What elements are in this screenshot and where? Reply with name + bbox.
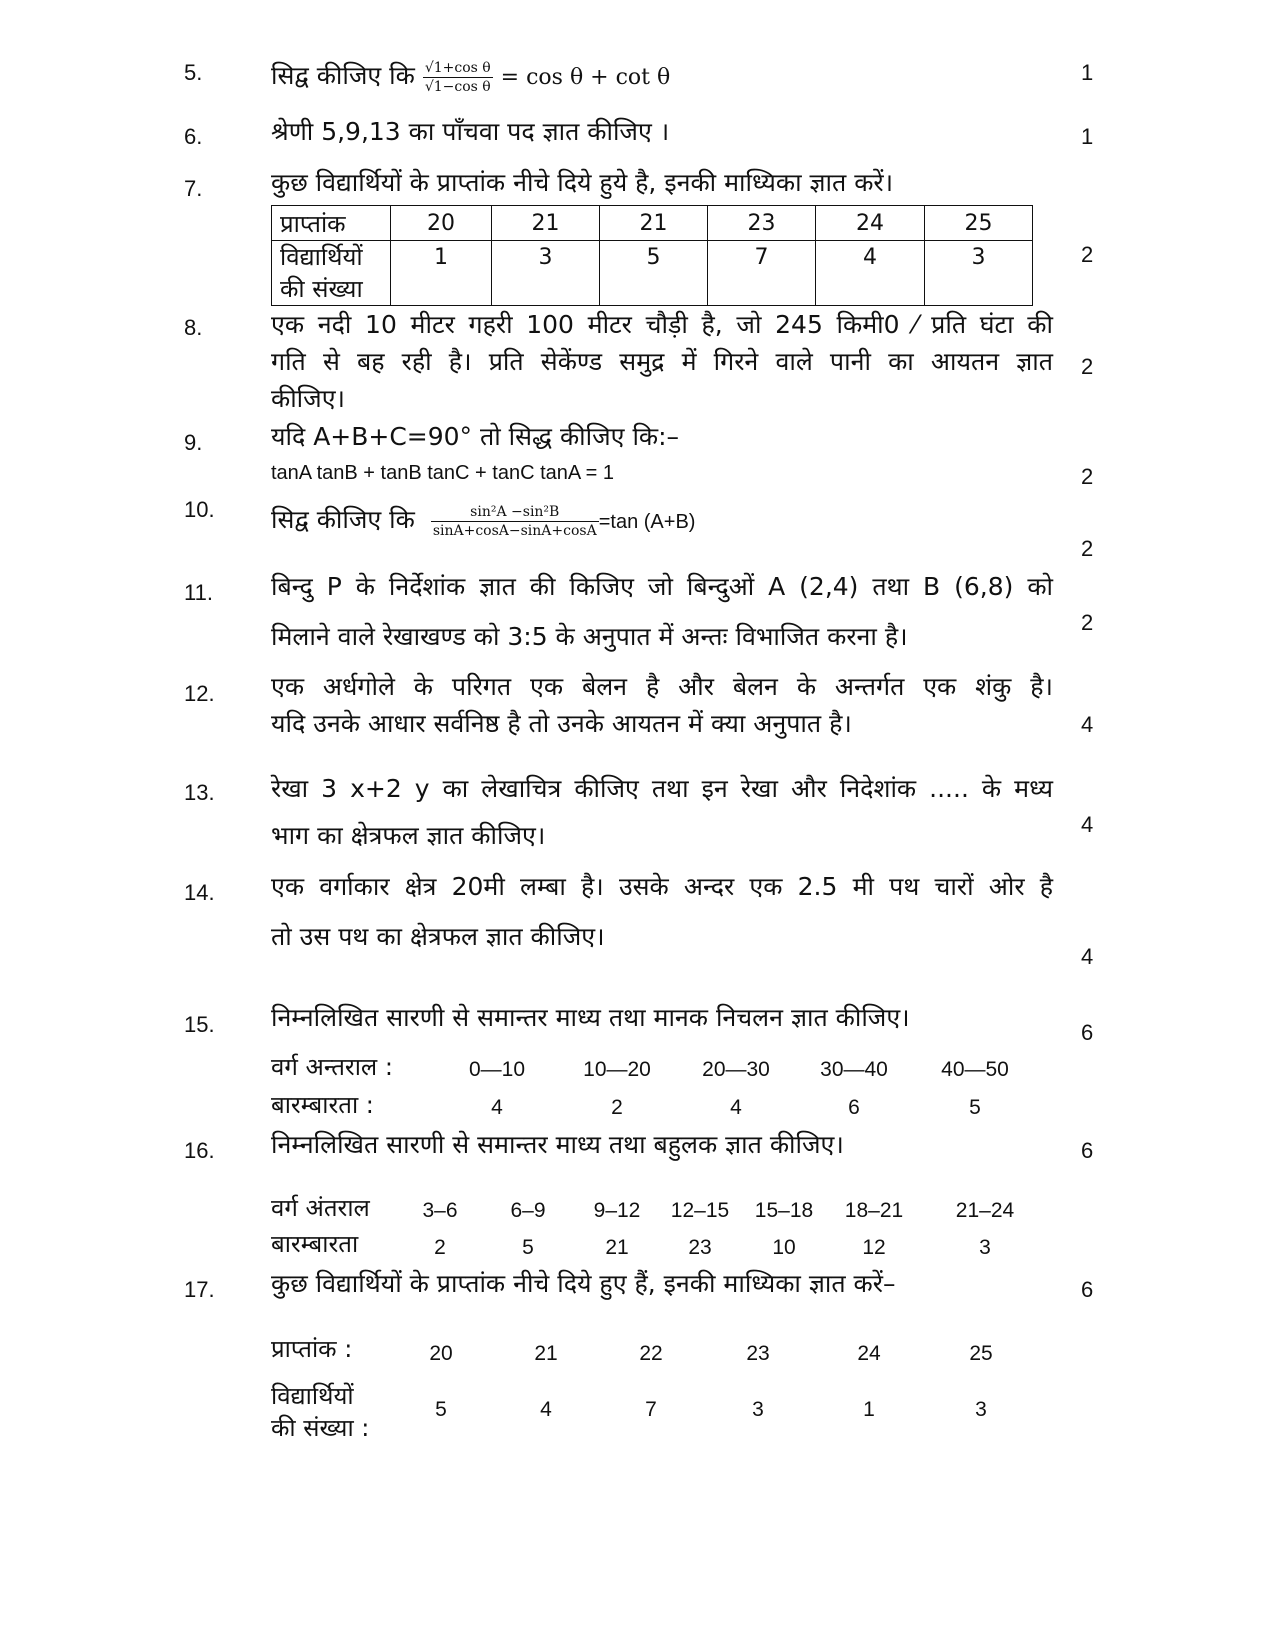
question-text: कुछ विद्यार्थियों के प्राप्तांक नीचे दिये हुए हैं, इनकी माध्यिका ज्ञात करें–	[271, 1269, 896, 1298]
row-label: वर्ग अन्तराल :	[271, 1053, 393, 1081]
question-marks: 2	[1081, 354, 1094, 379]
formula: tanA tanB + tanB tanC + tanC tanA = 1	[271, 462, 615, 484]
question-text: एक अर्धगोले के परिगत एक बेलन है और बेलन के अन्तर्गत एक शंकु है।	[271, 672, 1053, 701]
question-text: श्रेणी 5,9,13 का पाँचवा पद ज्ञात कीजिए ।	[271, 117, 670, 146]
table-cell: 23	[746, 1342, 770, 1365]
table-cell: 18–21	[844, 1199, 904, 1222]
question-number: 5.	[184, 60, 203, 85]
question-marks: 6	[1081, 1277, 1094, 1302]
table-cell: 4	[540, 1398, 552, 1421]
table-cell: 12–15	[670, 1199, 730, 1222]
row-label: बारम्बारता	[271, 1230, 359, 1258]
table-cell: 10	[772, 1236, 796, 1259]
question-number: 9.	[184, 430, 203, 455]
table-cell: 5	[522, 1236, 534, 1259]
question-marks: 1	[1081, 60, 1094, 85]
table-cell: 5	[435, 1398, 447, 1421]
table-cell: 7	[708, 241, 816, 306]
table-cell: 5	[600, 241, 708, 306]
table-cell: 2	[611, 1096, 623, 1119]
question-marks: 2	[1081, 536, 1094, 561]
row-label: वर्ग अंतराल	[271, 1194, 370, 1222]
table-cell: 10—20	[583, 1058, 651, 1081]
table-cell: 25	[925, 206, 1033, 241]
table-cell: 21–24	[955, 1199, 1015, 1222]
table-cell: 7	[645, 1398, 657, 1421]
table-cell: 4	[491, 1096, 503, 1119]
row-label: बारम्बारता :	[271, 1091, 374, 1119]
question-number: 10.	[184, 497, 215, 522]
table-cell: 4	[730, 1096, 742, 1119]
table-cell: 15–18	[754, 1199, 814, 1222]
table-cell: 12	[862, 1236, 886, 1259]
table-cell: 23	[688, 1236, 712, 1259]
question-number: 11.	[184, 580, 213, 605]
question-marks: 4	[1081, 944, 1094, 969]
table-cell: 3	[975, 1398, 987, 1421]
question-number: 8.	[184, 315, 203, 340]
question-marks: 1	[1081, 124, 1094, 149]
question-marks: 2	[1081, 242, 1094, 267]
table-cell: 25	[969, 1342, 993, 1365]
table-cell: 0—10	[468, 1058, 526, 1081]
question-text: निम्नलिखित सारणी से समान्तर माध्य तथा बहुलक ज्ञात कीजिए।	[271, 1130, 844, 1159]
table-header: प्राप्तांक	[272, 206, 391, 241]
table-cell: 6–9	[510, 1199, 546, 1222]
fraction: $\frac{\text{√1+cos θ}}{\text{√1−cos θ}}$	[424, 59, 491, 95]
table-cell: 2	[434, 1236, 446, 1259]
table-cell: 24	[857, 1342, 881, 1365]
question-text: सिद्व कीजिए कि $\frac{\text{sin²A −sin²B}}{\sin A+\cos A-\sin A+\cos A}$ =tan (A+B)	[271, 503, 696, 539]
table-cell: 3	[492, 241, 600, 306]
row-label: विद्यार्थियों की संख्या :	[271, 1382, 370, 1442]
question-number: 12.	[184, 681, 215, 706]
table-cell: 24	[816, 206, 925, 241]
question-text: बिन्दु P के निर्देशांक ज्ञात की किजिए जो बिन्दुओं A (2,4) तथा B (6,8) को	[271, 572, 1053, 601]
question-text: रेखा 3 x+2 y का लेखाचित्र कीजिए तथा इन रेखा और निदेशांक ..... के मध्य	[271, 774, 1053, 803]
question-text: निम्नलिखित सारणी से समान्तर माध्य तथा मानक निचलन ज्ञात कीजिए।	[271, 1003, 910, 1032]
question-marks: 6	[1081, 1138, 1094, 1163]
question-text: यदि A+B+C=90° तो सिद्ध कीजिए कि:–	[271, 422, 680, 451]
marks-table	[271, 205, 1033, 306]
table-cell: 40—50	[941, 1058, 1009, 1081]
table-header: विद्यार्थियों की संख्या	[272, 241, 391, 306]
question-marks: 4	[1081, 712, 1094, 737]
question-number: 13.	[184, 780, 215, 805]
table-cell: 21	[534, 1342, 558, 1365]
question-text: एक वर्गाकार क्षेत्र 20मी लम्बा है। उसके अन्दर एक 2.5 मी पथ चारों ओर है	[271, 872, 1053, 901]
question-text: एक नदी 10 मीटर गहरी 100 मीटर चौड़ी है, जो 245 किमी0 ⁄ प्रति घंटा की	[271, 310, 1053, 339]
question-number: 7.	[184, 176, 203, 201]
table-cell: 1	[863, 1398, 875, 1421]
question-marks: 2	[1081, 610, 1094, 635]
table-cell: 5	[969, 1096, 981, 1119]
table-cell: 20	[429, 1342, 453, 1365]
table-cell: 22	[639, 1342, 663, 1365]
question-number: 6.	[184, 124, 203, 149]
row-label: प्राप्तांक :	[271, 1335, 353, 1363]
fraction: $\frac{\text{sin²A −sin²B}}{\sin A+\cos A-\sin A+\cos A}$	[432, 503, 597, 539]
question-marks: 2	[1081, 464, 1094, 489]
question-number: 17.	[184, 1277, 215, 1302]
table-cell: 30—40	[820, 1058, 888, 1081]
table-cell: 20	[391, 206, 492, 241]
table-cell: 20—30	[702, 1058, 770, 1081]
table-cell: 6	[848, 1096, 860, 1119]
table-cell: 3	[752, 1398, 764, 1421]
table-cell: 3	[925, 241, 1033, 306]
table-cell: 1	[391, 241, 492, 306]
table-cell: 3–6	[422, 1199, 458, 1222]
table-cell: 21	[492, 206, 600, 241]
question-text: कुछ विद्यार्थियों के प्राप्तांक नीचे दिये हुये है, इनकी माध्यिका ज्ञात करें।	[271, 168, 894, 197]
question-text: सिद्व कीजिए कि $\frac{\text{√1+cos θ}}{\text{√1−cos θ}}$ = cos θ + cot θ	[271, 59, 671, 95]
table-cell: 21	[600, 206, 708, 241]
question-number: 15.	[184, 1012, 215, 1037]
table-cell: 21	[605, 1236, 629, 1259]
question-marks: 4	[1081, 812, 1094, 837]
table-cell: 23	[708, 206, 816, 241]
table-cell: 4	[816, 241, 925, 306]
question-marks: 6	[1081, 1020, 1094, 1045]
question-number: 14.	[184, 880, 215, 905]
table-cell: 3	[979, 1236, 991, 1259]
question-number: 16.	[184, 1138, 215, 1163]
table-cell: 9–12	[593, 1199, 641, 1222]
